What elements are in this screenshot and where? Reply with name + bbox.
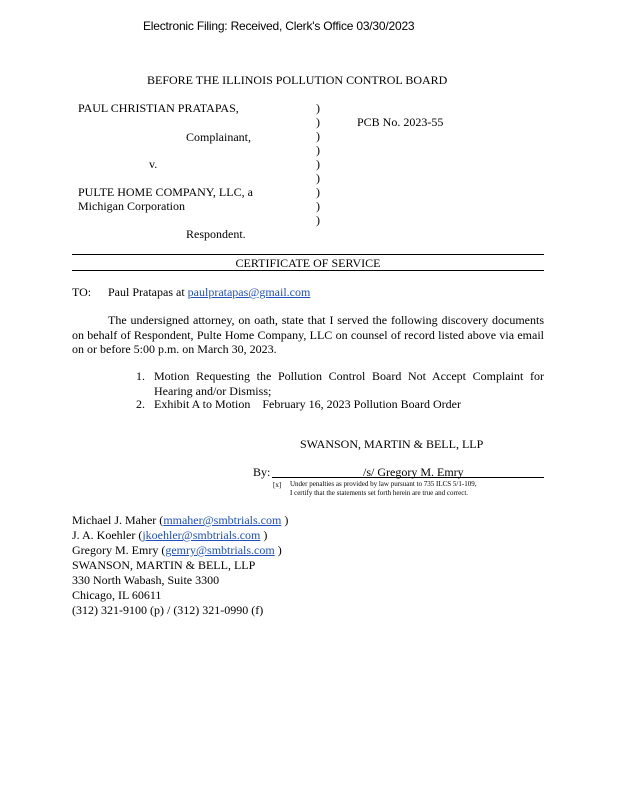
complainant-role: Complainant,: [186, 130, 251, 144]
contact-name: Michael J. Maher (: [72, 513, 164, 527]
complainant-name: PAUL CHRISTIAN PRATAPAS,: [78, 101, 239, 115]
document-item: Exhibit A to Motion February 16, 2023 Pollution Board Order: [154, 397, 461, 411]
electronic-signature: /s/ Gregory M. Emry: [363, 465, 464, 479]
contact-email-link[interactable]: mmaher@smbtrials.com: [163, 513, 282, 527]
certification-note-line1: Under penalties as provided by law pursuant to 735 ILCS 5/1-109,: [290, 480, 477, 488]
divider-bottom: [72, 270, 544, 271]
certification-note-line2: I certify that the statements set forth herein are true and correct.: [290, 489, 469, 497]
contact-close: ): [281, 513, 289, 527]
firm-name: SWANSON, MARTIN & BELL, LLP: [300, 437, 484, 451]
contact-name: J. A. Koehler (: [72, 528, 143, 542]
address-street: 330 North Wabash, Suite 3300: [72, 573, 220, 587]
contact-close: ): [260, 528, 268, 542]
address-city: Chicago, IL 60611: [72, 588, 162, 602]
caption-paren: ): [316, 115, 320, 129]
address-firm: SWANSON, MARTIN & BELL, LLP: [72, 558, 256, 572]
document-item: Motion Requesting the Pollution Control Board Not Accept Complaint for Hearing and/or Dismiss;: [154, 369, 544, 398]
caption-paren: ): [316, 199, 320, 213]
contact-close: ): [274, 543, 282, 557]
service-statement: The undersigned attorney, on oath, state that I served the following discovery documents on behalf of Respondent, Pulte Home Company, LLC on counsel of record listed above via email on or before 5:00 p.m. on March 30, 2023.: [72, 313, 544, 356]
versus-text: v.: [149, 157, 158, 171]
to-recipient-line: [108, 285, 310, 299]
electronic-filing-stamp: Electronic Filing: Received, Clerk's Office 03/30/2023: [143, 19, 415, 33]
respondent-name-line2: Michigan Corporation: [78, 199, 185, 213]
caption-paren: ): [316, 129, 320, 143]
caption-paren: ): [316, 171, 320, 185]
signature-line: [272, 477, 544, 478]
respondent-role: Respondent.: [186, 227, 246, 241]
address-phone: (312) 321-9100 (p) / (312) 321-0990 (f): [72, 603, 264, 617]
caption-paren: ): [316, 143, 320, 157]
certification-mark: [x]: [273, 481, 282, 489]
contact-name: Gregory M. Emry (: [72, 543, 166, 557]
contact-line: [72, 543, 282, 557]
certificate-title: CERTIFICATE OF SERVICE: [235, 256, 381, 270]
contact-email-link[interactable]: jkoehler@smbtrials.com: [142, 528, 261, 542]
caption-paren: ): [316, 213, 320, 227]
to-recipient: Paul Pratapas at: [108, 285, 185, 299]
caption-paren: ): [316, 185, 320, 199]
contact-line: [72, 513, 288, 527]
document-number: 1.: [136, 369, 145, 383]
contact-line: [72, 528, 267, 542]
recipient-email-link[interactable]: paulpratapas@gmail.com: [187, 285, 311, 299]
divider-top: [72, 254, 544, 255]
contact-email-link[interactable]: gemry@smbtrials.com: [165, 543, 275, 557]
document-number: 2.: [136, 397, 145, 411]
respondent-name-line1: PULTE HOME COMPANY, LLC, a: [78, 185, 253, 199]
case-number: PCB No. 2023-55: [357, 115, 444, 129]
to-label: TO:: [72, 285, 92, 299]
caption-paren: ): [316, 157, 320, 171]
board-title: BEFORE THE ILLINOIS POLLUTION CONTROL BOARD: [147, 73, 448, 87]
caption-paren: ): [316, 101, 320, 115]
by-label: By:: [253, 465, 271, 479]
